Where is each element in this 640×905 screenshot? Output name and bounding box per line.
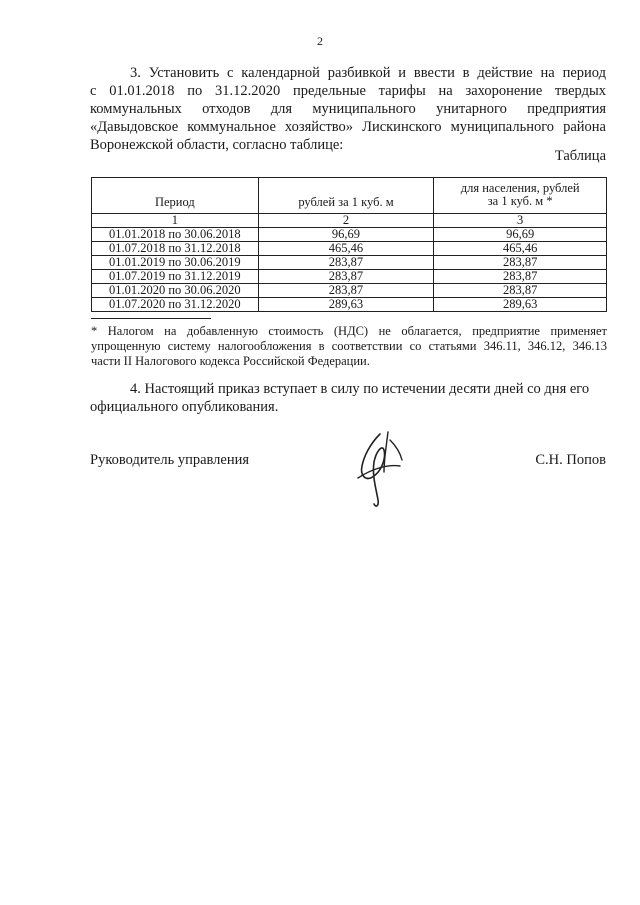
clause-4-line: 4. Настоящий приказ вступает в силу по истечении десяти дней со дня его xyxy=(130,381,590,397)
table-header-row xyxy=(92,178,607,214)
table-row xyxy=(92,298,607,312)
tariff-cell: 465,46 xyxy=(258,242,434,256)
period-cell: 01.07.2019 по 31.12.2019 xyxy=(92,270,259,284)
population-tariff-cell: 289,63 xyxy=(434,298,607,312)
header-period: Период xyxy=(92,178,259,214)
signatory-name: С.Н. Попов xyxy=(535,452,606,468)
population-tariff-cell: 96,69 xyxy=(434,228,607,242)
footnote-line: упрощенную систему налогообложения в соответствии со статьями 346.11, 346.12, 346.13 xyxy=(91,339,607,353)
table-row xyxy=(92,270,607,284)
period-cell: 01.07.2018 по 31.12.2018 xyxy=(92,242,259,256)
header-rub-per-m3: рублей за 1 куб. м xyxy=(258,178,434,214)
page-number: 2 xyxy=(317,34,323,48)
period-cell: 01.01.2020 по 30.06.2020 xyxy=(92,284,259,298)
tariff-cell: 283,87 xyxy=(258,256,434,270)
period-cell: 01.01.2018 по 30.06.2018 xyxy=(92,228,259,242)
period-cell: 01.07.2020 по 31.12.2020 xyxy=(92,298,259,312)
footnote-separator xyxy=(91,318,211,319)
population-tariff-cell: 283,87 xyxy=(434,284,607,298)
footnote-line: части II Налогового кодекса Российской Федерации. xyxy=(91,354,370,368)
column-number: 3 xyxy=(434,214,607,228)
column-number: 2 xyxy=(258,214,434,228)
clause-3-line: с 01.01.2018 по 31.12.2020 предельные тарифы на захоронение твердых xyxy=(90,83,606,99)
clause-3-paragraph xyxy=(90,64,606,154)
tariff-cell: 289,63 xyxy=(258,298,434,312)
clause-3-line: Воронежской области, согласно таблице: xyxy=(90,137,344,153)
clause-3-line: «Давыдовское коммунальное хозяйство» Лискинского муниципального района xyxy=(90,119,606,135)
table-row xyxy=(92,242,607,256)
table-row xyxy=(92,228,607,242)
table-row xyxy=(92,284,607,298)
header-col3-line: для населения, рублей xyxy=(460,180,580,195)
tariff-cell: 96,69 xyxy=(258,228,434,242)
signatory-position: Руководитель управления xyxy=(90,452,250,468)
column-number: 1 xyxy=(92,214,259,228)
handwritten-signature-icon xyxy=(340,430,410,510)
column-number-row xyxy=(92,214,607,228)
footnote-line: * Налогом на добавленную стоимость (НДС) не облагается, предприятие применяет xyxy=(91,324,607,338)
population-tariff-cell: 465,46 xyxy=(434,242,607,256)
header-population-rub-per-m3 xyxy=(434,178,607,214)
table-caption: Таблица xyxy=(554,148,606,164)
period-cell: 01.01.2019 по 30.06.2019 xyxy=(92,256,259,270)
population-tariff-cell: 283,87 xyxy=(434,256,607,270)
header-col3-line: за 1 куб. м * xyxy=(487,193,553,208)
tariff-table xyxy=(91,177,607,312)
clause-4-line: официального опубликования. xyxy=(90,399,279,415)
clause-3-line: 3. Установить с календарной разбивкой и ввести в действие на период xyxy=(130,65,606,81)
tariff-cell: 283,87 xyxy=(258,270,434,284)
footnote xyxy=(91,324,607,369)
population-tariff-cell: 283,87 xyxy=(434,270,607,284)
clause-3-line: коммунальных отходов для муниципального унитарного предприятия xyxy=(90,101,606,117)
tariff-cell: 283,87 xyxy=(258,284,434,298)
table-row xyxy=(92,256,607,270)
clause-4-paragraph xyxy=(90,380,606,416)
